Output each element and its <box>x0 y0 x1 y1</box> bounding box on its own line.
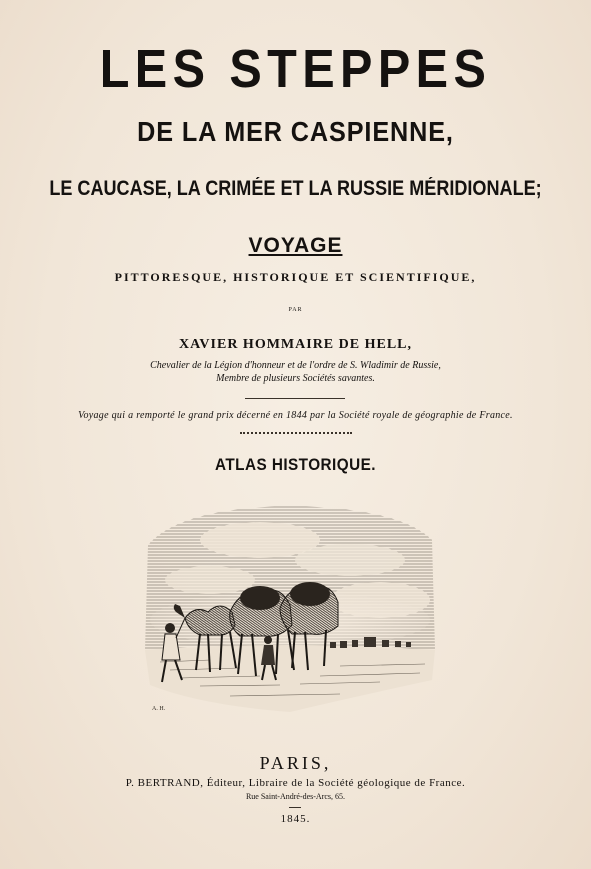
cloud <box>295 544 405 576</box>
caravan-engraving <box>140 500 440 715</box>
prize-note: Voyage qui a remporté le grand prix décerné en 1844 par la Société royale de géographie de France. <box>78 410 513 421</box>
ground <box>145 645 435 712</box>
dotted-divider <box>240 432 352 434</box>
author-name: XAVIER HOMMAIRE DE HELL, <box>179 337 412 352</box>
author-title-2: Membre de plusieurs Sociétés savantes. <box>216 373 375 384</box>
title-line-2: DE LA MER CASPIENNE, <box>137 116 454 147</box>
main-title: LES STEPPES <box>99 39 492 99</box>
imprint-address: Rue Saint-André-des-Arcs, 65. <box>245 792 346 801</box>
imprint-city: PARIS, <box>259 753 332 773</box>
imprint-year: 1845. <box>280 813 311 825</box>
voyage-subtitle: PITTORESQUE, HISTORIQUE ET SCIENTIFIQUE, <box>114 270 477 284</box>
atlas-title: ATLAS HISTORIQUE. <box>215 455 376 474</box>
divider-rule <box>245 398 345 399</box>
par-label: PAR <box>288 307 303 313</box>
voyage-heading: VOYAGE <box>248 234 343 257</box>
cloud <box>165 566 255 594</box>
imprint-publisher: P. BERTRAND, Éditeur, Libraire de la Société géologique de France. <box>125 777 466 789</box>
author-title-1: Chevalier de la Légion d'honneur et de l'ordre de S. Wladimir de Russie, <box>150 360 441 371</box>
title-line-3: LE CAUCASE, LA CRIMÉE ET LA RUSSIE MÉRIDIONALE; <box>49 177 542 200</box>
engraver-signature: A. H. <box>152 706 166 712</box>
short-rule <box>289 807 301 808</box>
